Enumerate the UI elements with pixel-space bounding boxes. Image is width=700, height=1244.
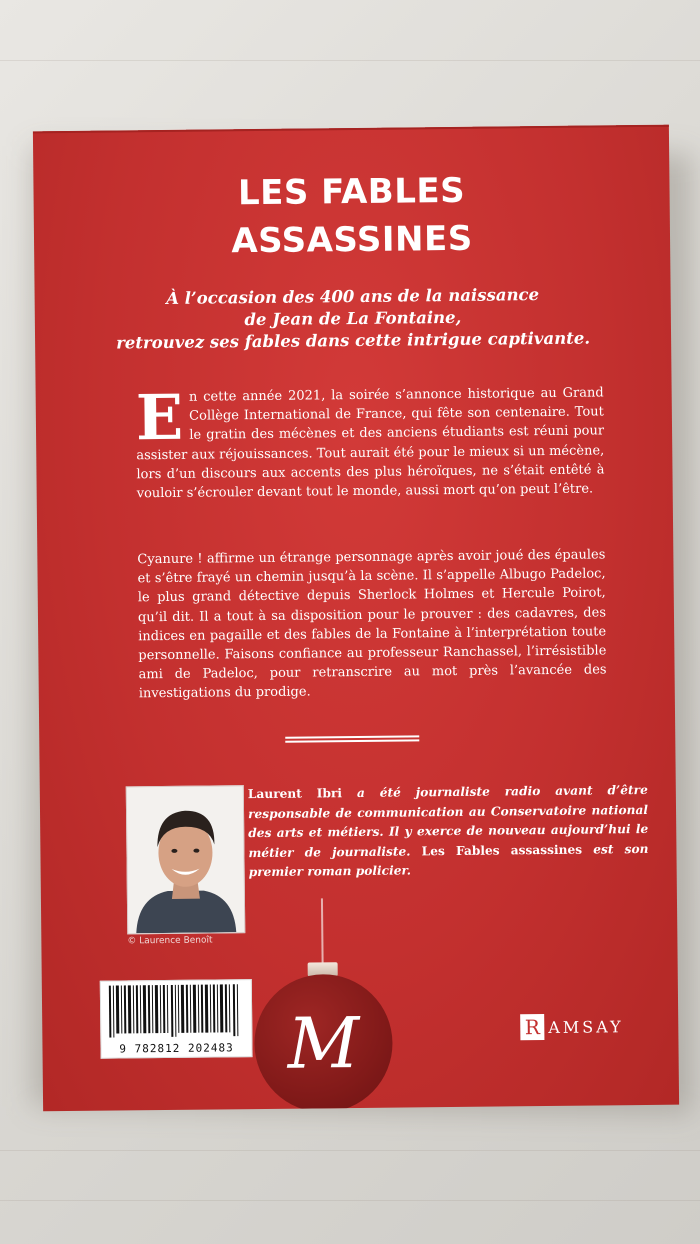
subtitle [35, 283, 672, 356]
drop-cap: E [135, 380, 184, 455]
barcode-number: 9 782812 202483 [119, 1041, 234, 1056]
author-bio [248, 781, 649, 883]
author-name: Laurent Ibri [247, 786, 343, 802]
synopsis-paragraph-2: Cyanure ! affirme un étrange personnage après avoir joué des épaules et s’être frayé un chemin jusqu’à la scène. Il s’appelle Albugo Padeloc, le plus grand détective depuis Sherlock Holmes et Hercule Poirot, qu’il dit. Il a tout à sa disposition pour le prouver : des cadavres, des indices en pagaille et des fables de la Fontaine à l’interprétation toute personnelle. Faisons confiance au professeur Ranchassel, l’irrésistible ami de Padeloc, pour retranscrire au mot près l’avancée des investigations du prodige. [137, 547, 607, 702]
subtitle-line-2: de Jean de La Fontaine, [244, 307, 462, 330]
ornament-letter: M [287, 1001, 360, 1085]
photo-credit: © Laurence Benoît [127, 935, 213, 947]
title-line-2: ASSASSINES [231, 218, 473, 262]
publisher-name: AMSAY [548, 1016, 624, 1037]
ornament-string [321, 898, 324, 968]
author-portrait-icon [127, 786, 245, 933]
paragraph-1-text: n cette année 2021, la soirée s’annonce historique au Grand Collège International de France, qui fête son centenaire. Tout le gratin des mécènes et des anciens étudiants est réuni pour assister aux réjouissances. Tout aurait été pour le mieux si un mécène, lors d’un discours aux accents des plus héroïques, ne s’était entêté à vouloir s’écrouler devant tout le monde, aussi mort qu’on peut l’être. [136, 385, 605, 502]
title-line-1: LES FABLES [237, 170, 466, 214]
publisher-initial: R [520, 1014, 544, 1040]
synopsis-paragraph-1 [135, 380, 605, 503]
barcode [100, 979, 253, 1059]
author-photo [126, 785, 246, 934]
barcode-icon [101, 980, 252, 1038]
divider [285, 735, 419, 742]
subtitle-line-1: À l’occasion des 400 ans de la naissance [166, 285, 540, 308]
christmas-ornament-logo [254, 974, 393, 1112]
author-bio-text: a été journaliste radio avant d’être responsable de communication au Conservatoire national des arts et métiers. Il y exerce de nouveau aujourd’hui le métier de journaliste. [247, 782, 649, 860]
publisher-logo [520, 1013, 624, 1040]
subtitle-line-3: retrouvez ses fables dans cette intrigue captivante. [116, 328, 591, 353]
author-book-title: Les Fables assassines [421, 842, 583, 858]
author-bio-end: est son premier roman policier. [248, 841, 649, 880]
book-back-cover [33, 125, 679, 1112]
